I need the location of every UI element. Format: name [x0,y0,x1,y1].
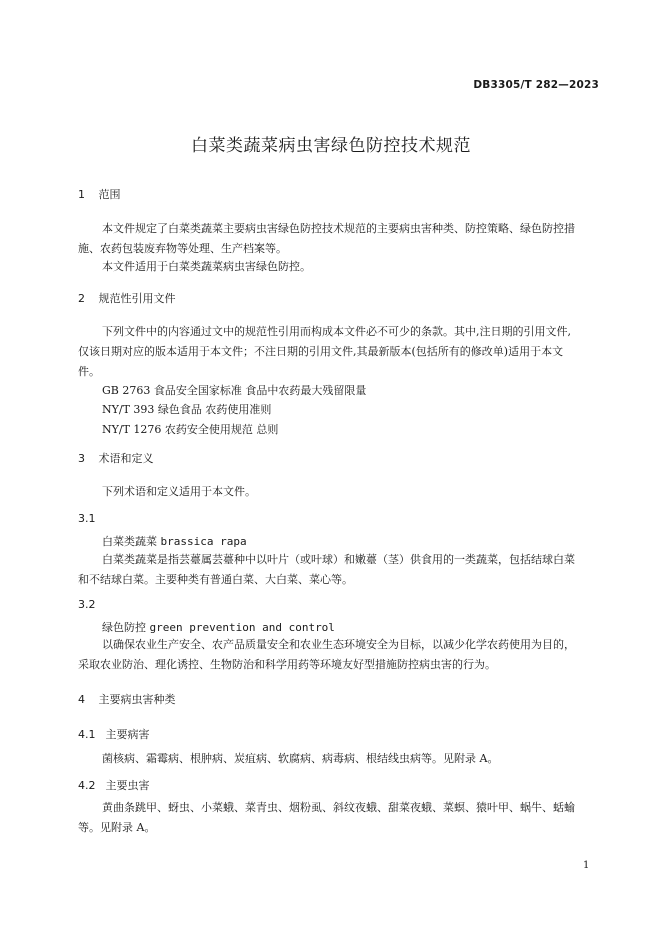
text-line: 黄曲条跳甲、蚜虫、小菜蛾、菜青虫、烟粉虱、斜纹夜蛾、甜菜夜蛾、菜螟、猿叶甲、蜗牛、蛞蝓 [102,801,575,814]
term-3-1 [102,533,247,549]
term-zh: 白菜类蔬菜 [102,535,157,548]
section-1-paragraph-1 [78,219,601,259]
section-3-intro: 下列术语和定义适用于本文件。 [102,485,256,498]
term-3-1-definition [78,550,601,590]
subsection-title: 主要虫害 [105,779,150,792]
term-3-2 [102,619,335,635]
section-number: 4 [78,693,85,706]
text-line: 和不结球白菜。主要种类有普通白菜、大白菜、菜心等。 [78,573,353,586]
section-number: 3 [78,452,85,465]
subsection-4-1-heading [78,726,150,742]
term-zh: 绿色防控 [102,621,146,634]
section-title: 主要病虫害种类 [98,693,176,706]
reference-item: NY/T 1276 农药安全使用规范 总则 [102,423,279,436]
page-number: 1 [583,860,590,871]
text-line: 以确保农业生产安全、农产品质量安全和农业生态环境安全为目标，以减少化学农药使用为目的， [102,638,575,651]
term-3-2-definition [78,635,601,675]
section-1-paragraph-2: 本文件适用于白菜类蔬菜病虫害绿色防控。 [102,260,311,273]
section-title: 规范性引用文件 [98,292,176,305]
reference-item: GB 2763 食品安全国家标准 食品中农药最大残留限量 [102,384,367,397]
text-line: 本文件规定了白菜类蔬菜主要病虫害绿色防控技术规范的主要病虫害种类、防控策略、绿色防控措 [102,222,575,235]
section-number: 1 [78,188,85,201]
text-line: 施、农药包装废弃物等处理、生产档案等。 [78,242,287,255]
subsection-4-2-text [78,798,601,838]
text-line: 采取农业防治、理化诱控、生物防治和科学用药等环境友好型措施防控病虫害的行为。 [78,658,496,671]
text-line: 等。见附录 A。 [78,821,156,834]
section-1-heading [78,186,121,202]
subsection-4-2-heading [78,777,150,793]
text-line: 件。 [78,365,100,378]
section-title: 范围 [98,188,121,201]
subsection-4-1-text: 菌核病、霜霉病、根肿病、炭疽病、软腐病、病毒病、根结线虫病等。见附录 A。 [102,752,499,765]
subsection-title: 主要病害 [105,728,150,741]
section-title: 术语和定义 [98,452,154,465]
section-4-heading [78,691,176,707]
document-title: 白菜类蔬菜病虫害绿色防控技术规范 [191,136,471,156]
subsection-number: 4.2 [78,779,96,792]
reference-item: NY/T 393 绿色食品 农药使用准则 [102,403,272,416]
text-line: 仅该日期对应的版本适用于本文件；不注日期的引用文件,其最新版本(包括所有的修改单)适用于本文 [78,345,564,358]
term-3-2-number: 3.2 [78,598,96,611]
subsection-number: 4.1 [78,728,96,741]
section-3-heading [78,450,154,466]
section-number: 2 [78,292,85,305]
document-number: DB3305/T 282—2023 [473,79,599,91]
section-2-heading [78,290,176,306]
text-line: 下列文件中的内容通过文中的规范性引用而构成本文件必不可少的条款。其中,注日期的引用文件, [102,325,571,338]
term-en: brassica rapa [160,535,247,548]
term-en: green prevention and control [149,621,335,634]
section-2-paragraph [78,322,601,382]
text-line: 白菜类蔬菜是指芸薹属芸薹种中以叶片（或叶球）和嫩薹（茎）供食用的一类蔬菜，包括结球白菜 [102,553,575,566]
term-3-1-number: 3.1 [78,512,96,525]
